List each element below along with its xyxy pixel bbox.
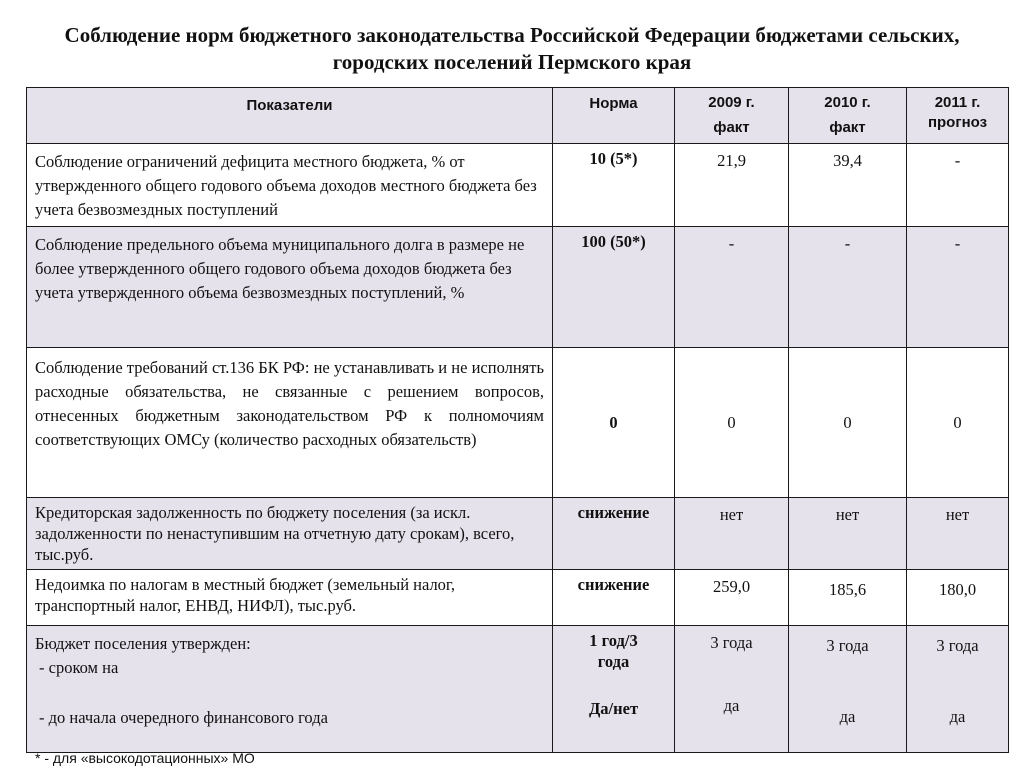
row-4-2010: нет (789, 498, 907, 570)
row-2-indicator: Соблюдение предельного объема муниципального долга в размере не более утвержденного общего годового объема доходов бюджета без учета утвержденного объема безвозмездных поступлений, % (27, 227, 553, 348)
row-6-2009 (675, 626, 789, 753)
table-row (27, 570, 1009, 626)
row-5-2010: 185,6 (789, 570, 907, 626)
footnote: * - для «высокодотационных» МО (35, 750, 255, 766)
row-4-2011: нет (907, 498, 1009, 570)
row-6-indicator-term: - сроком на (39, 658, 119, 677)
table-row (27, 348, 1009, 498)
page-title (0, 22, 1024, 76)
row-6-indicator-main: Бюджет поселения утвержден: (35, 634, 251, 653)
row-6-2011-term: 3 года (936, 636, 979, 655)
row-6-2010 (789, 626, 907, 753)
row-6-2009-deadline: да (723, 696, 740, 715)
row-6-indicator (27, 626, 553, 753)
row-3-norm: 0 (553, 348, 675, 498)
row-6-norm-term: 1 год/3 года (589, 631, 638, 671)
row-4-2009: нет (675, 498, 789, 570)
row-2-2009: - (675, 227, 789, 348)
header-2011: 2011 г. прогноз (907, 88, 1009, 144)
row-3-2011: 0 (907, 348, 1009, 498)
header-2009: 2009 г. факт (675, 88, 789, 144)
row-6-2011 (907, 626, 1009, 753)
row-2-norm: 100 (50*) (553, 227, 675, 348)
row-6-2010-term: 3 года (826, 636, 869, 655)
row-3-2010: 0 (789, 348, 907, 498)
table-row (27, 144, 1009, 227)
row-2-2010: - (789, 227, 907, 348)
row-5-2011: 180,0 (907, 570, 1009, 626)
row-2-2011: - (907, 227, 1009, 348)
row-1-2011: - (907, 144, 1009, 227)
row-3-indicator: Соблюдение требований ст.136 БК РФ: не устанавливать и не исполнять расходные обязательства, не связанные с решением вопросов, отнесенных бюджетным законодательством РФ к полномочиям соответствующих ОМСу (количество расходных обязательств) (27, 348, 553, 498)
row-6-norm (553, 626, 675, 753)
row-6-2011-deadline: да (949, 707, 966, 726)
table-row (27, 626, 1009, 753)
row-3-2009: 0 (675, 348, 789, 498)
header-2010: 2010 г. факт (789, 88, 907, 144)
title-line-2: городских поселений Пермского края (332, 50, 692, 74)
row-1-norm: 10 (5*) (553, 144, 675, 227)
title-line-1: Соблюдение норм бюджетного законодательства Российской Федерации бюджетами сельских, (64, 23, 960, 47)
budget-norms-table (26, 87, 1009, 753)
row-5-norm: снижение (553, 570, 675, 626)
row-1-2010: 39,4 (789, 144, 907, 227)
row-6-indicator-deadline: - до начала очередного финансового года (39, 708, 328, 727)
table-row (27, 227, 1009, 348)
row-1-indicator: Соблюдение ограничений дефицита местного бюджета, % от утвержденного общего годового объема доходов местного бюджета без учета безвозмездных поступлений (27, 144, 553, 227)
header-norm: Норма (553, 88, 675, 144)
row-4-indicator: Кредиторская задолженность по бюджету поселения (за искл. задолженности по ненаступившим на отчетную дату срокам), всего, тыс.руб. (27, 498, 553, 570)
table-header-row (27, 88, 1009, 144)
row-5-indicator: Недоимка по налогам в местный бюджет (земельный налог, транспортный налог, ЕНВД, НИФЛ), тыс.руб. (27, 570, 553, 626)
row-1-2009: 21,9 (675, 144, 789, 227)
row-6-2009-term: 3 года (710, 633, 753, 652)
row-6-norm-deadline: Да/нет (588, 699, 639, 718)
row-6-2010-deadline: да (839, 707, 856, 726)
table-row (27, 498, 1009, 570)
header-indicators: Показатели (27, 88, 553, 144)
row-5-2009: 259,0 (675, 570, 789, 626)
row-4-norm: снижение (553, 498, 675, 570)
